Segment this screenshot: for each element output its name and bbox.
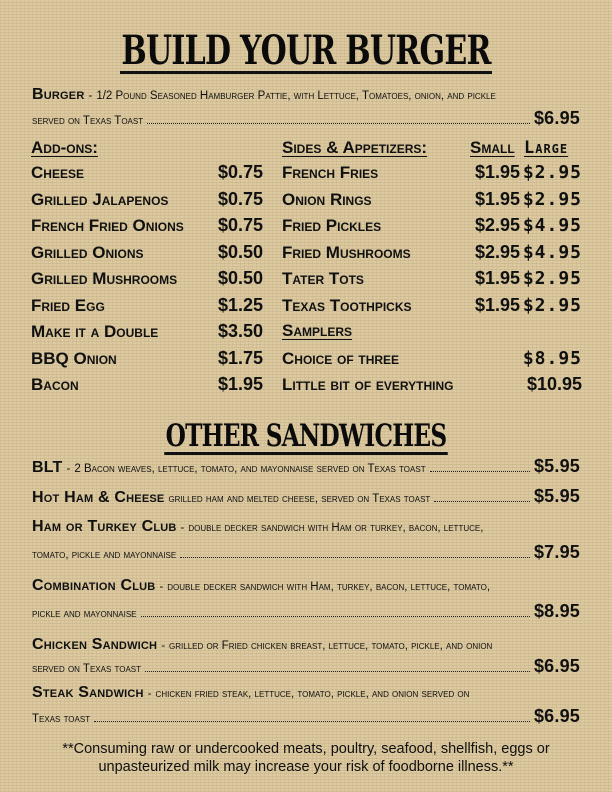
other-sandwiches-title	[77, 418, 536, 455]
sandwich-ham-turkey-club-line2	[32, 542, 580, 563]
addon-price: $0.50	[217, 268, 263, 288]
sandwich-combination-club-line2	[32, 601, 580, 622]
side-small-price: $1.95	[474, 268, 520, 288]
sandwich-description-line2: Texas toast	[32, 713, 91, 725]
side-name: Tater Tots	[282, 269, 364, 288]
sandwich-description: grilled or Fried chicken breast, lettuce, tomato, pickle, and onion	[169, 640, 493, 652]
addon-item	[31, 242, 263, 268]
sandwich-dash: -	[180, 522, 185, 534]
sandwich-dash: -	[159, 581, 164, 593]
side-large-price: $2.95	[522, 162, 582, 183]
addon-price: $0.50	[217, 241, 263, 262]
sandwich-leader-dots	[145, 671, 530, 672]
sandwich-leader-dots	[434, 501, 530, 502]
sandwich-dash: -	[66, 463, 71, 475]
addon-item	[31, 162, 263, 188]
side-item	[282, 189, 582, 215]
sandwich-description: double decker sandwich with Ham, turkey, bacon, lettuce, tomato,	[167, 581, 491, 593]
addon-name: Grilled Mushrooms	[31, 269, 178, 288]
side-name: French Fries	[282, 163, 379, 182]
food-safety-warning	[20, 740, 592, 776]
addon-price: $0.75	[217, 215, 263, 235]
side-small-price: $2.95	[474, 215, 520, 235]
sandwich-description-line2: served on Texas toast	[32, 663, 142, 675]
side-large-price: $4.95	[522, 241, 582, 263]
sandwich-name: Steak Sandwich	[32, 684, 144, 701]
side-large-price: $2.95	[522, 294, 582, 316]
side-item	[282, 242, 582, 268]
burger-name: Burger	[32, 86, 85, 103]
addon-price: $0.75	[217, 188, 263, 209]
sandwich-price: $8.95	[533, 601, 580, 621]
sandwich-combination-club-line1	[32, 577, 580, 595]
other-sandwiches-title-text: OTHER SANDWICHES	[165, 418, 447, 454]
addon-name: Fried Egg	[31, 295, 105, 315]
addon-name: Grilled Onions	[31, 242, 144, 262]
sides-list	[282, 162, 582, 402]
addon-name: French Fried Onions	[31, 216, 184, 235]
build-your-burger-title-text: BUILD YOUR BURGER	[121, 27, 491, 74]
sides-header: Sides & Appetizers:	[282, 138, 428, 157]
addon-price: $1.25	[217, 294, 263, 315]
side-item	[282, 215, 582, 241]
sandwich-name: BLT	[32, 459, 63, 476]
sandwich-steak-line1	[32, 684, 580, 702]
sampler-name: Little bit of everything	[282, 375, 454, 394]
sides-small-label: Small	[470, 138, 515, 157]
sandwich-leader-dots	[141, 616, 530, 617]
addon-price: $3.50	[217, 321, 263, 341]
sandwich-price: $7.95	[533, 542, 580, 562]
addon-item	[31, 374, 263, 400]
sampler-name: Choice of three	[282, 348, 400, 368]
sandwich-description-line2: tomato, pickle and mayonnaise	[32, 549, 177, 561]
warning-line-1: **Consuming raw or undercooked meats, poultry, seafood, shellfish, eggs or	[62, 741, 550, 757]
samplers-header-line	[282, 321, 582, 347]
burger-leader-dots	[147, 123, 530, 124]
side-small-price: $1.95	[474, 294, 520, 315]
sandwich-name: Ham or Turkey Club	[32, 518, 177, 535]
side-name: Fried Pickles	[282, 216, 382, 235]
sandwich-price: $6.95	[533, 656, 580, 676]
build-your-burger-title	[77, 28, 536, 74]
burger-dash: -	[88, 90, 93, 102]
sampler-price: $8.95	[522, 347, 582, 369]
addon-item	[31, 189, 263, 215]
addons-header: Add-ons:	[31, 138, 98, 157]
side-large-price: $4.95	[522, 215, 582, 236]
side-item	[282, 162, 582, 188]
sandwich-description: double decker sandwich with Ham or turkey, bacon, lettuce,	[188, 522, 484, 534]
addon-price: $0.75	[217, 162, 263, 182]
addon-price: $1.75	[217, 347, 263, 368]
sandwich-description: grilled ham and melted cheese, served on Texas toast	[168, 493, 431, 505]
addon-name: BBQ Onion	[31, 348, 117, 368]
sandwich-name: Chicken Sandwich	[32, 636, 158, 653]
sandwich-name: Combination Club	[32, 577, 156, 594]
sandwich-leader-dots	[430, 471, 530, 472]
side-small-price: $1.95	[474, 162, 520, 182]
burger-description-line2: served on Texas Toast	[32, 115, 144, 127]
sandwich-ham-turkey-club-line1	[32, 518, 580, 536]
addon-item	[31, 295, 263, 321]
burger-line-1	[32, 86, 580, 104]
addon-name: Cheese	[31, 163, 84, 182]
sandwich-price: $5.95	[533, 486, 580, 506]
side-large-price: $2.95	[522, 188, 582, 210]
addon-name: Grilled Jalapenos	[31, 189, 169, 209]
burger-description-line1: 1/2 Pound Seasoned Hamburger Pattie, with Lettuce, Tomatoes, onion, and pickle	[96, 90, 496, 102]
sandwich-description: 2 Bacon weaves, lettuce, tomato, and mayonnaise served on Texas toast	[74, 463, 426, 475]
burger-line-2	[32, 108, 580, 129]
side-small-price: $2.95	[474, 241, 520, 262]
sandwich-description-line2: pickle and mayonnaise	[32, 608, 137, 620]
side-item	[282, 268, 582, 294]
side-item	[282, 295, 582, 321]
sandwich-price: $6.95	[533, 706, 580, 726]
sandwich-chicken-line1	[32, 636, 580, 654]
sandwich-description: chicken fried steak, lettuce, tomato, pickle, and onion served on	[155, 688, 470, 700]
sandwich-chicken-line2	[32, 656, 580, 677]
addon-name: Make it a Double	[31, 322, 159, 341]
sandwich-blt	[32, 456, 580, 477]
sandwich-leader-dots	[180, 557, 530, 558]
side-name: Fried Mushrooms	[282, 242, 411, 262]
sandwich-dash: -	[147, 688, 152, 700]
burger-price: $6.95	[533, 108, 580, 128]
addon-item	[31, 348, 263, 374]
addon-name: Bacon	[31, 375, 79, 394]
addon-item	[31, 268, 263, 294]
sandwich-steak-line2	[32, 706, 580, 727]
side-name: Onion Rings	[282, 189, 372, 209]
sandwich-name: Hot Ham & Cheese	[32, 489, 165, 506]
sandwich-hot-ham-cheese	[32, 486, 580, 507]
samplers-header: Samplers	[282, 321, 353, 340]
sandwich-price: $5.95	[533, 456, 580, 476]
sampler-item	[282, 374, 582, 400]
addon-item	[31, 215, 263, 241]
side-small-price: $1.95	[474, 188, 520, 209]
sampler-item	[282, 348, 582, 374]
side-name: Texas Toothpicks	[282, 295, 412, 315]
addon-item	[31, 321, 263, 347]
addon-price: $1.95	[217, 374, 263, 394]
sandwich-dash: -	[161, 640, 166, 652]
sampler-price: $10.95	[526, 374, 582, 394]
sandwich-leader-dots	[94, 721, 530, 722]
sides-large-label: Large	[524, 138, 569, 158]
addons-list	[31, 162, 263, 402]
side-large-price: $2.95	[522, 268, 582, 289]
warning-line-2: unpasteurized milk may increase your risk of foodborne illness.**	[98, 759, 514, 775]
